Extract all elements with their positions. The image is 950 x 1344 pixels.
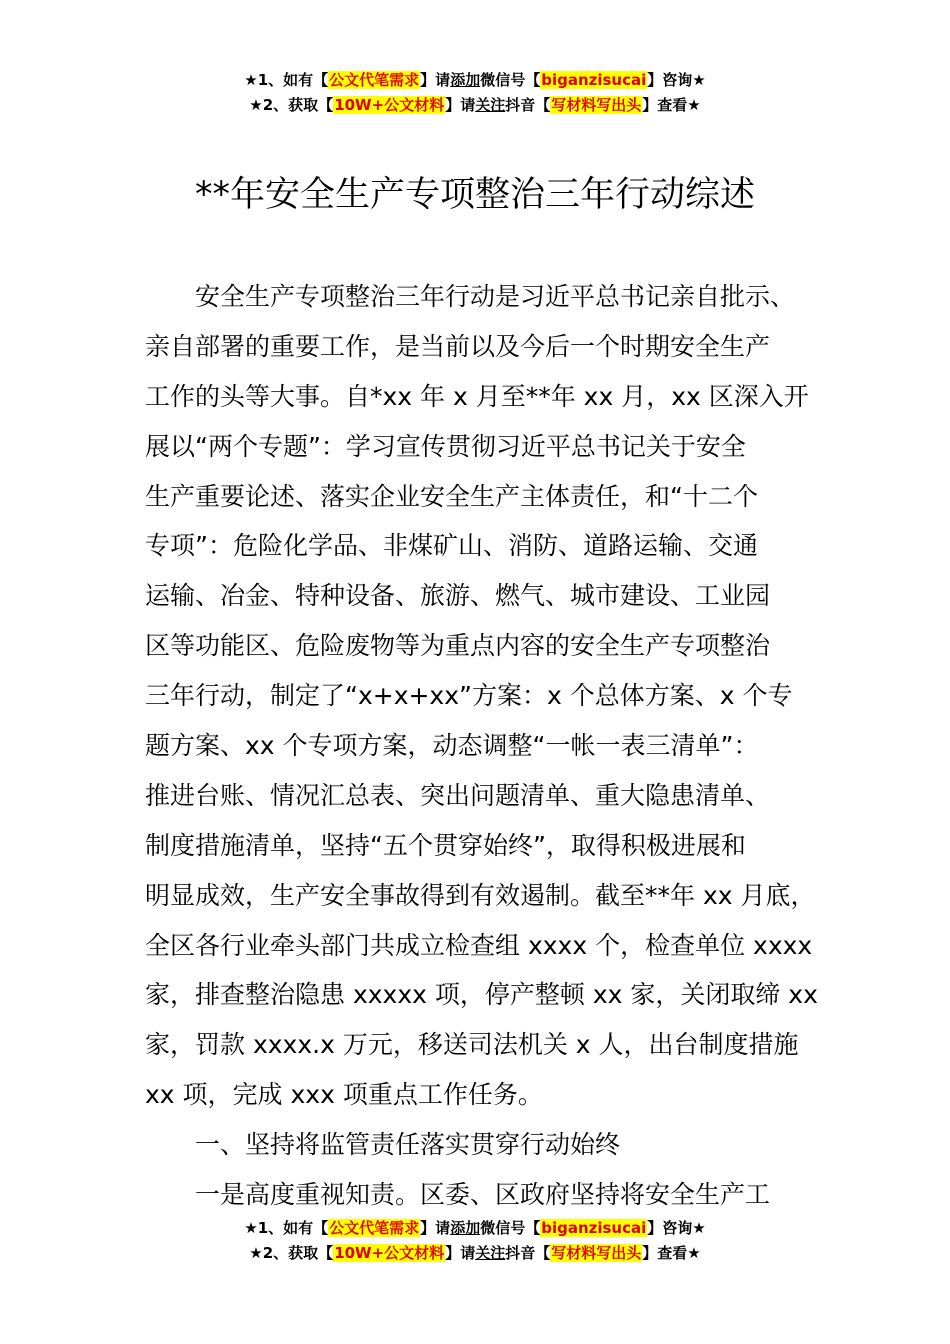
banner-text: ★1、如有【 [244,1219,329,1237]
banner-text: ★2、获取【 [249,1244,334,1262]
banner-text: 微信号【 [480,1219,541,1237]
banner-line-1 [0,68,950,93]
paragraph-line: xx 项，完成 xxx 项重点工作任务。 [145,1080,543,1110]
paragraph-line: 推进台账、情况汇总表、突出问题清单、重大隐患清单、 [145,780,771,810]
banner-text: 抖音【 [505,96,551,114]
banner-highlight: 写材料写出头 [551,1244,642,1262]
banner-underlined: 关注 [475,1244,506,1262]
paragraph-line: 制度措施清单，坚持“五个贯穿始终”，取得积极进展和 [145,830,746,860]
section-heading: 一、坚持将监管责任落实贯穿行动始终 [195,1130,621,1160]
banner-text: 】查看★ [642,96,701,114]
banner-text: 】请 [445,1244,476,1262]
paragraph-line: 生产重要论述、落实企业安全生产主体责任，和“十二个 [145,481,758,511]
paragraph-line: 家，排查整治隐患 xxxxx 项，停产整顿 xx 家，关闭取缔 xx [145,980,818,1010]
paragraph-line: 题方案、xx 个专项方案，动态调整“一帐一表三清单”： [145,731,759,761]
header-banner [0,68,950,118]
banner-underlined: 添加 [450,1219,481,1237]
paragraph-line: 三年行动，制定了“x+x+xx”方案：x 个总体方案、x 个专 [145,681,793,711]
paragraph-line: 安全生产专项整治三年行动是习近平总书记亲自批示、 [195,282,796,311]
paragraph-line: 区等功能区、危险废物等为重点内容的安全生产专项整治 [145,631,771,661]
banner-text: 】查看★ [642,1244,701,1262]
document-title: **年安全生产专项整治三年行动综述 [194,175,755,215]
banner-highlight: 公文代笔需求 [329,1219,420,1237]
banner-line-2 [0,1241,950,1266]
document-body [145,272,818,1220]
banner-highlight: biganzisucai [541,71,647,89]
banner-line-2 [0,93,950,118]
paragraph-line: 家，罚款 xxxx.x 万元，移送司法机关 x 人，出台制度措施 [145,1030,799,1060]
banner-highlight: 10W+公文材料 [334,96,445,114]
paragraph-line: 明显成效，生产安全事故得到有效遏制。截至**年 xx 月底， [145,880,816,910]
paragraph-line: 展以“两个专题”：学习宣传贯彻习近平总书记关于安全 [145,431,746,461]
paragraph-line: 亲自部署的重要工作，是当前以及今后一个时期安全生产 [145,331,771,361]
banner-text: 抖音【 [505,1244,551,1262]
paragraph-line: 运输、冶金、特种设备、旅游、燃气、城市建设、工业园 [145,581,771,611]
banner-text: ★1、如有【 [244,71,329,89]
banner-underlined: 关注 [475,96,506,114]
banner-text: 微信号【 [480,71,541,89]
banner-text: 】请 [445,96,476,114]
footer-banner [0,1216,950,1266]
banner-text: ★2、获取【 [249,96,334,114]
banner-highlight: biganzisucai [541,1219,647,1237]
paragraph-line: 专项”：危险化学品、非煤矿山、消防、道路运输、交通 [145,531,758,561]
paragraph-line: 一是高度重视知责。区委、区政府坚持将安全生产工 [195,1180,771,1210]
banner-text: 】咨询★ [647,71,706,89]
banner-highlight: 10W+公文材料 [334,1244,445,1262]
paragraph-line: 工作的头等大事。自*xx 年 x 月至**年 xx 月，xx 区深入开 [145,381,809,411]
banner-text: 】咨询★ [647,1219,706,1237]
banner-highlight: 写材料写出头 [551,96,642,114]
banner-text: 】请 [420,71,451,89]
banner-text: 】请 [420,1219,451,1237]
banner-highlight: 公文代笔需求 [329,71,420,89]
paragraph-line: 全区各行业牵头部门共成立检查组 xxxx 个，检查单位 xxxx [145,930,813,960]
banner-line-1 [0,1216,950,1241]
banner-underlined: 添加 [450,71,481,89]
